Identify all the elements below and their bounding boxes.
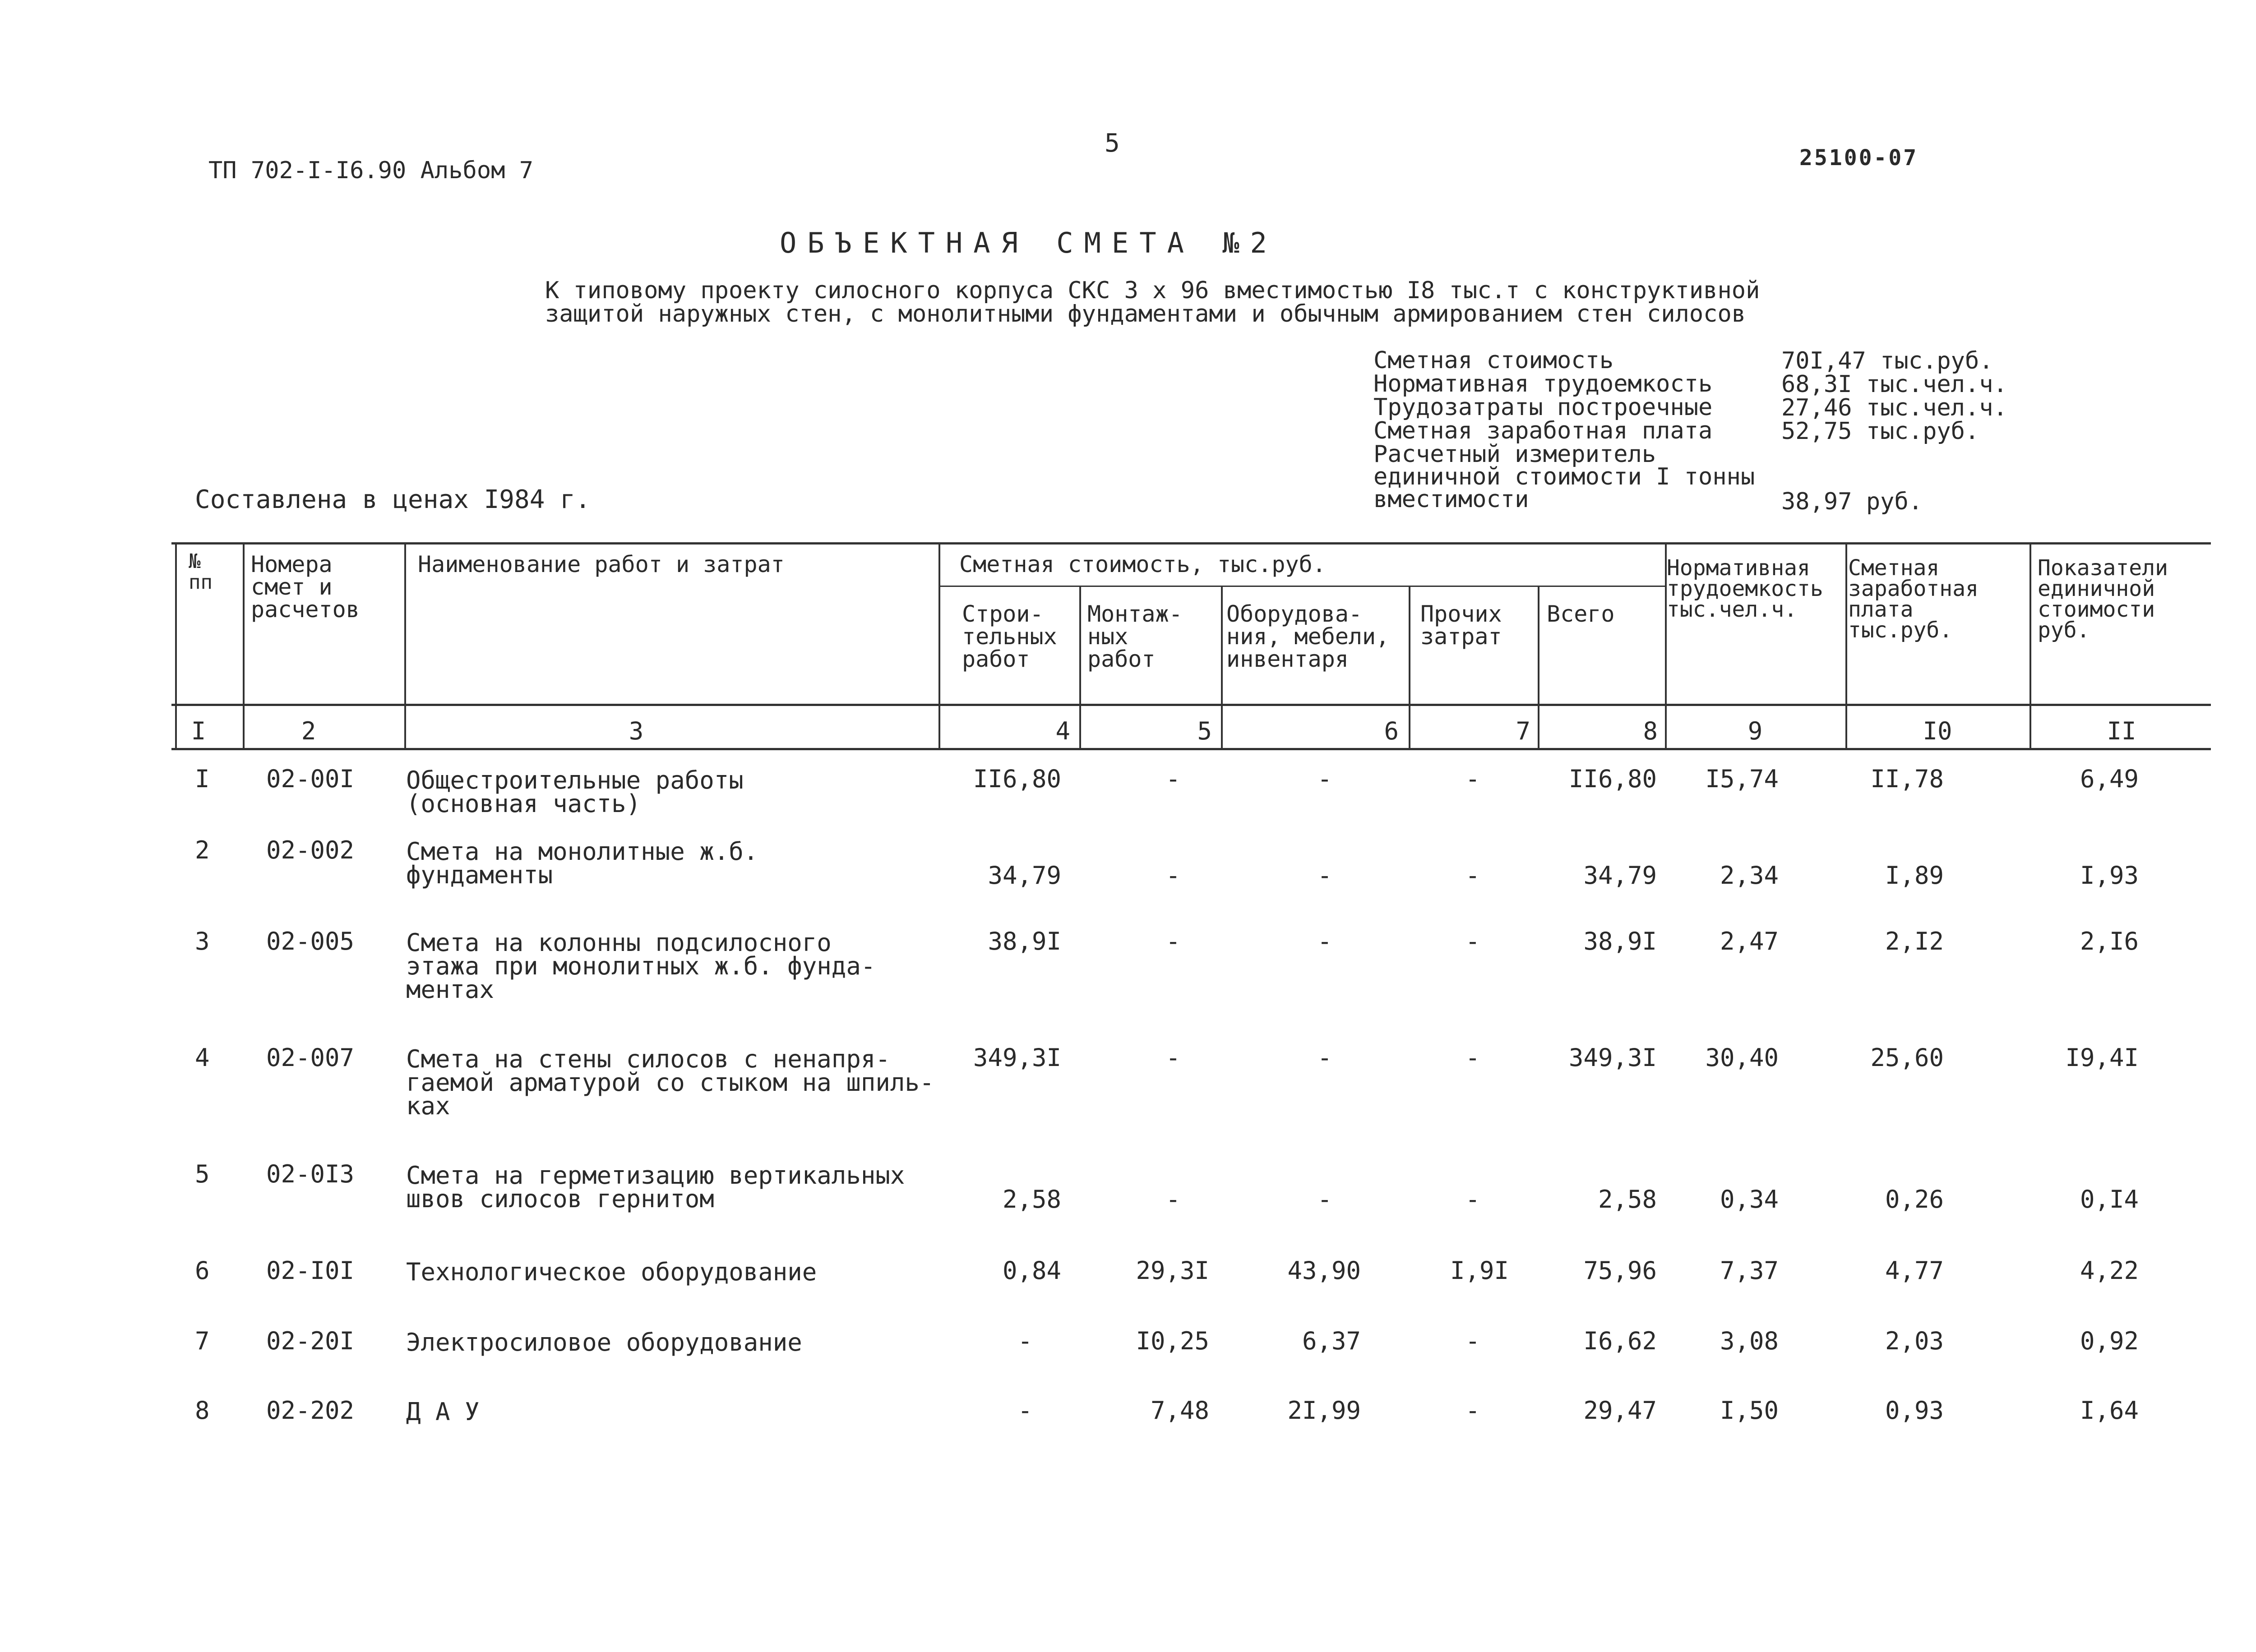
estimate-code: 02-20I	[266, 1327, 355, 1355]
cell-c5: -	[1165, 765, 1181, 793]
cell-c5: 7,48	[1150, 1396, 1209, 1425]
cell-c4: -	[1017, 1327, 1033, 1355]
header-total: Всего	[1547, 601, 1615, 627]
cell-c11: 6,49	[2080, 765, 2139, 793]
cell-c6: 6,37	[1302, 1327, 1361, 1355]
row-number: 2	[195, 836, 210, 864]
cell-c9: 7,37	[1720, 1256, 1779, 1285]
work-name: Смета на монолитные ж.б. фундаменты	[406, 837, 758, 889]
cell-c11: 2,I6	[2080, 927, 2139, 955]
prices-note: Составлена в ценах I984 г.	[195, 485, 591, 514]
cell-c6: 2I,99	[1287, 1396, 1361, 1425]
header-installation: Монтаж- ных работ	[1087, 601, 1183, 672]
header-wages: Сметная заработная плата тыс.руб.	[1848, 555, 1979, 643]
subtitle-line-1: К типовому проекту силосного корпуса СКС 3 х 96 вместимостью I8 тыс.т с конструктивной	[545, 277, 1760, 304]
cell-c6: 43,90	[1287, 1256, 1361, 1285]
cell-c10: 0,26	[1885, 1185, 1944, 1214]
row-number: I	[195, 765, 210, 793]
cell-c10: 2,I2	[1885, 927, 1944, 955]
estimate-code: 02-00I	[266, 765, 355, 793]
header-cost-group: Сметная стоимость, тыс.руб.	[959, 551, 1326, 577]
page-number: 5	[1105, 129, 1120, 158]
row-number: 7	[195, 1327, 210, 1355]
cell-c10: I,89	[1885, 861, 1944, 890]
column-number: II	[2107, 717, 2136, 745]
cell-c7: -	[1465, 1185, 1480, 1214]
cell-c9: I5,74	[1705, 765, 1779, 793]
cell-c4: 38,9I	[988, 927, 1061, 955]
cell-c5: -	[1165, 1185, 1181, 1214]
cell-c8: 29,47	[1583, 1396, 1657, 1425]
summary-value: 38,97 руб.	[1781, 488, 1923, 515]
cell-c11: 0,92	[2080, 1327, 2139, 1355]
summary-label: Сметная стоимость	[1373, 347, 1614, 374]
work-name: Общестроительные работы (основная часть)	[406, 766, 744, 818]
cell-c8: I6,62	[1583, 1327, 1657, 1355]
cell-c10: 0,93	[1885, 1396, 1944, 1425]
cell-c9: 3,08	[1720, 1327, 1779, 1355]
estimate-code: 02-007	[266, 1043, 355, 1072]
cell-c10: 4,77	[1885, 1256, 1944, 1285]
header-equipment: Оборудова- ния, мебели, инвентаря	[1226, 601, 1390, 672]
cell-c9: 2,34	[1720, 861, 1779, 890]
work-name: Электросиловое оборудование	[406, 1328, 802, 1357]
column-number: I	[191, 717, 206, 745]
column-number: I0	[1923, 717, 1952, 745]
summary-value: 52,75 тыс.руб.	[1781, 418, 1979, 445]
column-number: 3	[629, 717, 644, 745]
cell-c4: 34,79	[988, 861, 1061, 890]
header-unit-cost: Показатели единичной стоимости руб.	[2038, 555, 2168, 643]
cell-c7: -	[1465, 927, 1480, 955]
cell-c7: -	[1465, 1396, 1480, 1425]
cell-c8: 2,58	[1598, 1185, 1657, 1214]
summary-label: Нормативная трудоемкость	[1373, 370, 1713, 397]
cell-c6: -	[1317, 861, 1332, 890]
estimate-code: 02-005	[266, 927, 355, 955]
work-name: Смета на колонны подсилосного этажа при монолитных ж.б. фунда- ментах	[406, 928, 876, 1004]
cell-c10: 2,03	[1885, 1327, 1944, 1355]
cell-c5: -	[1165, 861, 1181, 890]
cell-c10: II,78	[1870, 765, 1944, 793]
cell-c6: -	[1317, 1185, 1332, 1214]
cell-c9: 30,40	[1705, 1043, 1779, 1072]
column-number: 5	[1197, 717, 1212, 745]
row-number: 6	[195, 1256, 210, 1285]
subtitle-line-2: защитой наружных стен, с монолитными фундаментами и обычным армированием стен силосов	[545, 300, 1746, 328]
cell-c4: II6,80	[973, 765, 1061, 793]
column-number: 8	[1643, 717, 1658, 745]
cell-c4: -	[1017, 1396, 1033, 1425]
work-name: Д А У	[406, 1398, 480, 1426]
row-number: 3	[195, 927, 210, 955]
cell-c9: 2,47	[1720, 927, 1779, 955]
summary-value: 68,3I тыс.чел.ч.	[1781, 371, 2007, 398]
row-number: 8	[195, 1396, 210, 1425]
estimate-code: 02-202	[266, 1396, 355, 1425]
estimate-code: 02-I0I	[266, 1256, 355, 1285]
cell-c8: 349,3I	[1568, 1043, 1657, 1072]
work-name: Смета на герметизацию вертикальных швов силосов гернитом	[406, 1161, 905, 1213]
cell-c6: -	[1317, 1043, 1332, 1072]
project-code: ТП 702-I-I6.90 Альбом 7	[208, 157, 534, 184]
cell-c7: -	[1465, 1327, 1480, 1355]
column-number: 7	[1516, 717, 1530, 745]
summary-label: Сметная заработная плата	[1373, 417, 1713, 444]
cell-c9: I,50	[1720, 1396, 1779, 1425]
summary-label: Трудозатраты построечные	[1373, 394, 1713, 421]
cell-c7: -	[1465, 861, 1480, 890]
estimate-code: 02-0I3	[266, 1160, 355, 1188]
summary-value: 70I,47 тыс.руб.	[1781, 347, 1993, 374]
document-title: ОБЪЕКТНАЯ СМЕТА №2	[780, 226, 1278, 259]
header-construction: Строи- тельных работ	[962, 601, 1057, 672]
cell-c8: 75,96	[1583, 1256, 1657, 1285]
cell-c7: -	[1465, 765, 1480, 793]
cell-c8: II6,80	[1568, 765, 1657, 793]
cell-c8: 38,9I	[1583, 927, 1657, 955]
cell-c11: I,64	[2080, 1396, 2139, 1425]
estimate-code: 02-002	[266, 836, 355, 864]
header-other: Прочих затрат	[1420, 601, 1502, 650]
cell-c11: I9,4I	[2065, 1043, 2139, 1072]
row-number: 4	[195, 1043, 210, 1072]
header-num: № пп	[189, 550, 213, 594]
cell-c4: 349,3I	[973, 1043, 1061, 1072]
cell-c5: 29,3I	[1136, 1256, 1209, 1285]
cell-c7: -	[1465, 1043, 1480, 1072]
cell-c5: -	[1165, 927, 1181, 955]
cell-c4: 0,84	[1002, 1256, 1061, 1285]
summary-value: 27,46 тыс.чел.ч.	[1781, 394, 2007, 421]
header-estimate-no: Номера смет и расчетов	[251, 551, 360, 623]
work-name: Технологическое оборудование	[406, 1258, 817, 1286]
work-name: Смета на стены силосов с ненапря- гаемой арматурой со стыком на шпиль- ках	[406, 1045, 934, 1120]
cell-c11: 4,22	[2080, 1256, 2139, 1285]
row-number: 5	[195, 1160, 210, 1188]
header-labor: Нормативная трудоемкость тыс.чел.ч.	[1667, 555, 1823, 622]
cell-c8: 34,79	[1583, 861, 1657, 890]
column-number: 4	[1055, 717, 1070, 745]
document-code: 25100-07	[1799, 145, 1919, 171]
cell-c9: 0,34	[1720, 1185, 1779, 1214]
summary-label: Расчетный измеритель единичной стоимости I тонны вместимости	[1373, 441, 1755, 513]
cell-c5: -	[1165, 1043, 1181, 1072]
cell-c10: 25,60	[1870, 1043, 1944, 1072]
cell-c11: I,93	[2080, 861, 2139, 890]
column-number: 6	[1384, 717, 1399, 745]
column-number: 9	[1747, 717, 1763, 745]
cell-c7: I,9I	[1450, 1256, 1509, 1285]
cell-c6: -	[1317, 765, 1332, 793]
cell-c11: 0,I4	[2080, 1185, 2139, 1214]
cell-c6: -	[1317, 927, 1332, 955]
header-name: Наименование работ и затрат	[418, 551, 785, 577]
column-number: 2	[301, 717, 316, 745]
cell-c5: I0,25	[1136, 1327, 1209, 1355]
cell-c4: 2,58	[1002, 1185, 1061, 1214]
